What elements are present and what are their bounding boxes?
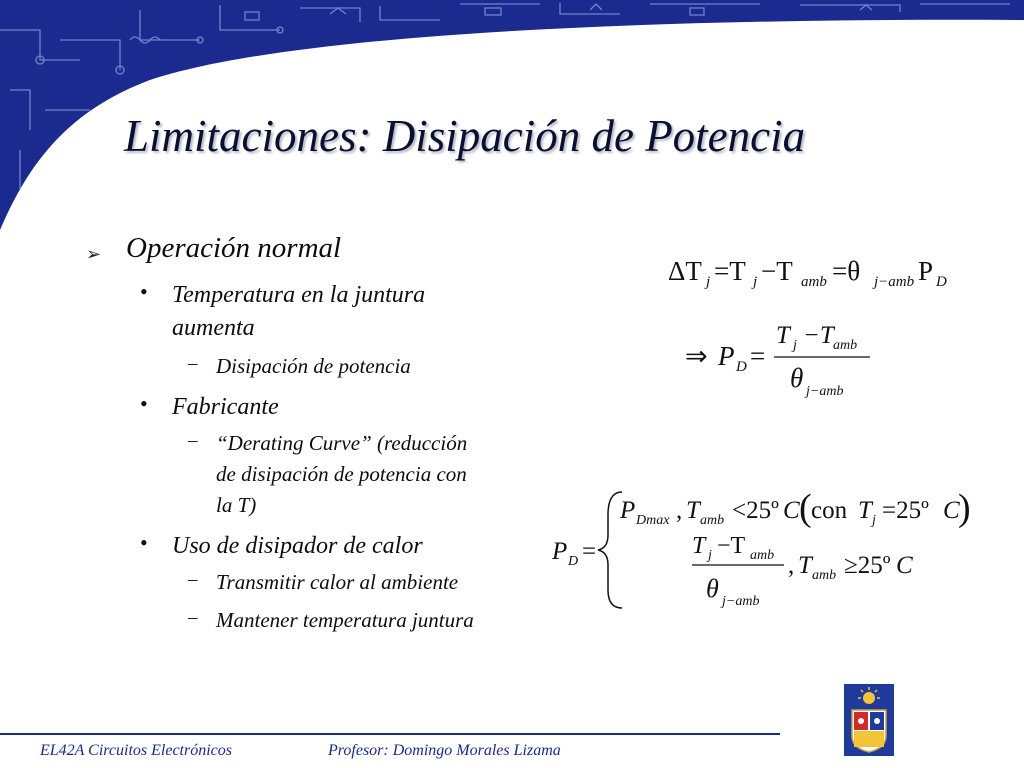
footer-professor: Profesor: Domingo Morales Lizama (328, 742, 561, 759)
dash-bullet-icon: – (188, 430, 198, 451)
svg-text:,: , (788, 552, 795, 579)
svg-text:P: P (718, 341, 735, 371)
svg-text:C: C (783, 497, 800, 524)
svg-text:=T: =T (714, 256, 746, 286)
svg-text:=25º: =25º (882, 497, 929, 524)
svg-text:<25º: <25º (732, 497, 779, 524)
dot-bullet-icon: • (140, 279, 148, 304)
svg-text:T: T (686, 497, 700, 524)
bullet-operacion-normal: Operación normal (126, 232, 342, 264)
bullet-fabricante: Fabricante (172, 394, 279, 420)
svg-text:amb: amb (750, 548, 775, 563)
svg-text:=: = (750, 341, 766, 371)
svg-text:Dmax: Dmax (636, 513, 670, 528)
dot-bullet-icon: • (140, 530, 148, 555)
svg-text:,: , (676, 497, 683, 524)
arrow-bullet-icon: ➢ (86, 244, 102, 264)
svg-text:j−amb: j−amb (874, 274, 915, 290)
svg-text:j: j (708, 548, 712, 563)
svg-text:−T: −T (803, 322, 834, 349)
svg-text:θ: θ (706, 574, 719, 603)
sub-derating-curve (216, 428, 536, 521)
svg-text:T: T (798, 552, 812, 579)
svg-text:con: con (811, 497, 848, 524)
svg-text:T: T (692, 533, 706, 559)
svg-text:=: = (582, 538, 597, 565)
dash-bullet-icon: – (188, 353, 198, 374)
equation-pd-piecewise (551, 487, 971, 609)
svg-text:P: P (552, 538, 568, 565)
svg-text:T: T (776, 322, 790, 349)
bullet-temperatura (172, 279, 512, 345)
bullet-temperatura-line1: Temperatura en la juntura (172, 282, 426, 308)
svg-text:P: P (620, 497, 636, 524)
equation-delta-tj (668, 256, 947, 290)
svg-text:j: j (753, 274, 758, 290)
dash-bullet-icon: – (188, 569, 198, 590)
svg-text:ΔT: ΔT (668, 256, 702, 286)
svg-text:C: C (896, 552, 913, 579)
dot-bullet-icon: • (140, 391, 148, 416)
svg-text:j−amb: j−amb (722, 594, 760, 609)
sub-derating-line2: de disipación de potencia con (216, 462, 467, 486)
svg-text:T: T (858, 497, 872, 524)
equations-panel (540, 230, 1010, 630)
svg-text:D: D (736, 359, 747, 375)
sub-disipacion-potencia: Disipación de potencia (216, 354, 411, 378)
svg-text:): ) (958, 487, 971, 529)
bullet-list (0, 0, 560, 700)
sub-mantener-temperatura: Mantener temperatura juntura (216, 608, 474, 632)
bullet-temperatura-line2: aumenta (172, 315, 255, 341)
university-crest-icon (844, 684, 894, 756)
svg-text:θ: θ (790, 363, 804, 393)
svg-text:amb: amb (812, 568, 837, 583)
svg-text:amb: amb (700, 513, 725, 528)
svg-text:(: ( (799, 487, 812, 529)
bullet-disipador: Uso de disipador de calor (172, 533, 423, 559)
svg-text:j: j (706, 274, 711, 290)
dash-bullet-icon: – (188, 607, 198, 628)
svg-text:j: j (793, 338, 797, 353)
svg-text:≥25º: ≥25º (844, 552, 891, 579)
svg-text:=θ: =θ (832, 256, 861, 286)
svg-text:−T: −T (761, 256, 793, 286)
svg-text:P: P (918, 256, 934, 286)
svg-text:j: j (872, 513, 876, 528)
equation-pd-ratio (685, 322, 870, 399)
svg-text:D: D (568, 554, 579, 569)
slide-title: Limitaciones: Disipación de Potencia (124, 111, 806, 161)
svg-text:C: C (943, 497, 960, 524)
svg-text:D: D (936, 274, 947, 290)
svg-text:j−amb: j−amb (806, 384, 844, 399)
sub-derating-line3: la T) (216, 493, 257, 517)
sub-derating-line1: “Derating Curve” (reducción (216, 431, 468, 455)
footer-divider (0, 733, 780, 735)
sub-transmitir-calor: Transmitir calor al ambiente (216, 570, 459, 594)
svg-text:amb: amb (833, 338, 858, 353)
svg-text:amb: amb (801, 274, 827, 290)
footer-course: EL42A Circuitos Electrónicos (40, 742, 232, 759)
svg-text:⇒: ⇒ (685, 341, 708, 371)
svg-text:−T: −T (717, 533, 746, 559)
